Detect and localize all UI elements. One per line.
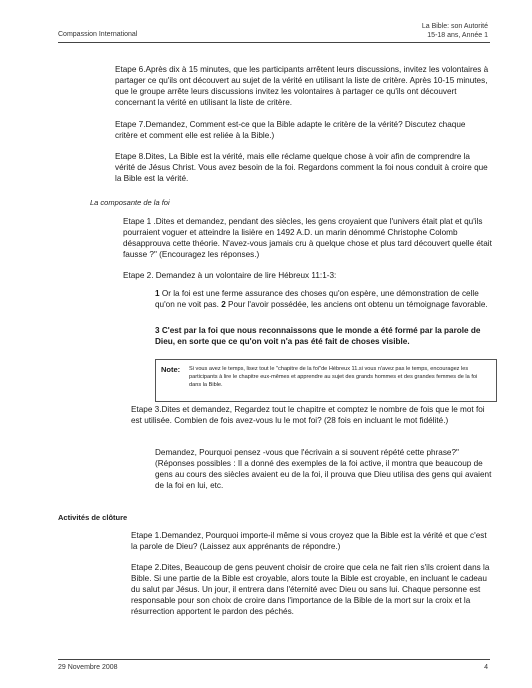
closing-step-2-paragraph: Etape 2.Dites, Beaucoup de gens peuvent choisir de croire que cela ne fait rien s'ils croient dans la Bible. Si une partie de la Bible est croyable, alors toute la Bible est croyable, en incluant le cadeau du salut par Jésus. Un jour, il entrera dans l'éternité avec Dieu ou sans lui. Chaque personne est responsable pour son choix de croire dans l'importance de la Bible de la mort sur la croix et la résurrection apportent le pardon des péchés. [131,563,490,616]
header-title-line1: La Bible: son Autorité [421,23,488,30]
faith-step-2-paragraph: Etape 2. Demandez à un volontaire de lire Hébreux 11:1-3: [123,271,337,280]
verse-2-text: Pour l'avoir possédée, les anciens ont obtenu un témoignage favorable. [225,300,488,309]
note-label: Note: [161,365,181,374]
closing-section-heading: Activités de clôture [58,513,128,522]
header-title [422,22,488,40]
page-number: 4 [484,664,488,671]
footer-date: 29 Novembre 2008 [58,664,118,671]
note-text: Si vous avez le temps, lisez tout le "chapitre de la foi"de Hébreux 11.si vous n'avez pas le temps, encouragez les participants à lire le chapitre eux-mêmes et apprendre au sujet des grands hommes et des grandes femmes de la foi dans la Bible. [189,366,478,389]
header-divider [58,42,490,43]
hebrews-verses-1-2 [155,288,500,310]
header-organization: Compassion International [58,31,138,38]
verse-1-text: Or la foi est une ferme assurance des choses qu'on espère, une démonstration de celle qu'on ne voit pas. [155,289,479,309]
note-box [155,359,497,402]
faith-step-3-paragraph: Etape 3.Dites et demandez, Regardez tout le chapitre et comptez le nombre de fois que le mot foi est utilisée. Combien de fois avez-vous lu le mot foi? (28 fois en incluant le mot fidélité.) [131,405,485,425]
closing-step-1-paragraph: Etape 1.Demandez, Pourquoi importe-il même si vous croyez que la Bible est la vérité et que c'est la parole de Dieu? (Laissez aux apprénants de répondre.) [131,531,487,551]
step-7-paragraph: Etape 7.Demandez, Comment est-ce que la Bible adapte le critère de la vérité? Discutez chaque critère et comment elle est reliée à la Bible.) [115,120,466,140]
step-8-paragraph: Etape 8.Dites, La Bible est la vérité, mais elle réclame quelque chose à voir afin de comprendre la vérité de Jésus Christ. Vous avez besoin de la foi. Regardons comment la foi nous conduit à croire que la Bible est la vérité. [115,152,488,183]
faith-section-heading: La composante de la foi [90,198,170,207]
hebrews-verse-3: 3 C'est par la foi que nous reconnaissons que le monde a été formé par la parole de Dieu, en sorte que ce qu'on voit n'a pas été fait de choses visible. [155,326,481,346]
header-title-line2: 15-18 ans, Année 1 [427,32,488,39]
verse-2-number: 2 [221,300,226,309]
faith-step-1-paragraph: Etape 1 .Dites et demandez, pendant des siècles, les gens croyaient que l'univers était plat et qu'ils pourraient voguer et atteindre la lisière en 1492 A.D. un marin dénommé Christophe Colomb désapprouva cette théorie. N'avez-vous jamais cru à quelque chose et plus tard découvert quelle était fausse ?" (Encouragez les réponses.) [123,217,492,259]
footer-divider [58,659,490,660]
faith-followup-question: Demandez, Pourquoi pensez -vous que l'écrivain a si souvent répété cette phrase?" (Réponses possibles : Il a donné des exemples de la foi active, il montra que beaucoup de gens au cours des siècles avaient eu de la foi, il prouva que Dieu utilisa des gens qui avaient de la foi en lui, etc. [155,448,492,490]
step-6-paragraph: Etape 6.Après dix à 15 minutes, que les participants arrêtent leurs discussions, invitez les volontaires à partager ce qu'ils ont découvert au sujet de la vérité en utilisant la liste de critère. Après 10-15 minutes, que le groupe arrête leurs discussions invitez les volontaires à partager ce qu'ils ont découvert concernant la vérité en utilisant la liste de critère. [115,65,489,107]
verse-1-number: 1 [155,289,160,298]
